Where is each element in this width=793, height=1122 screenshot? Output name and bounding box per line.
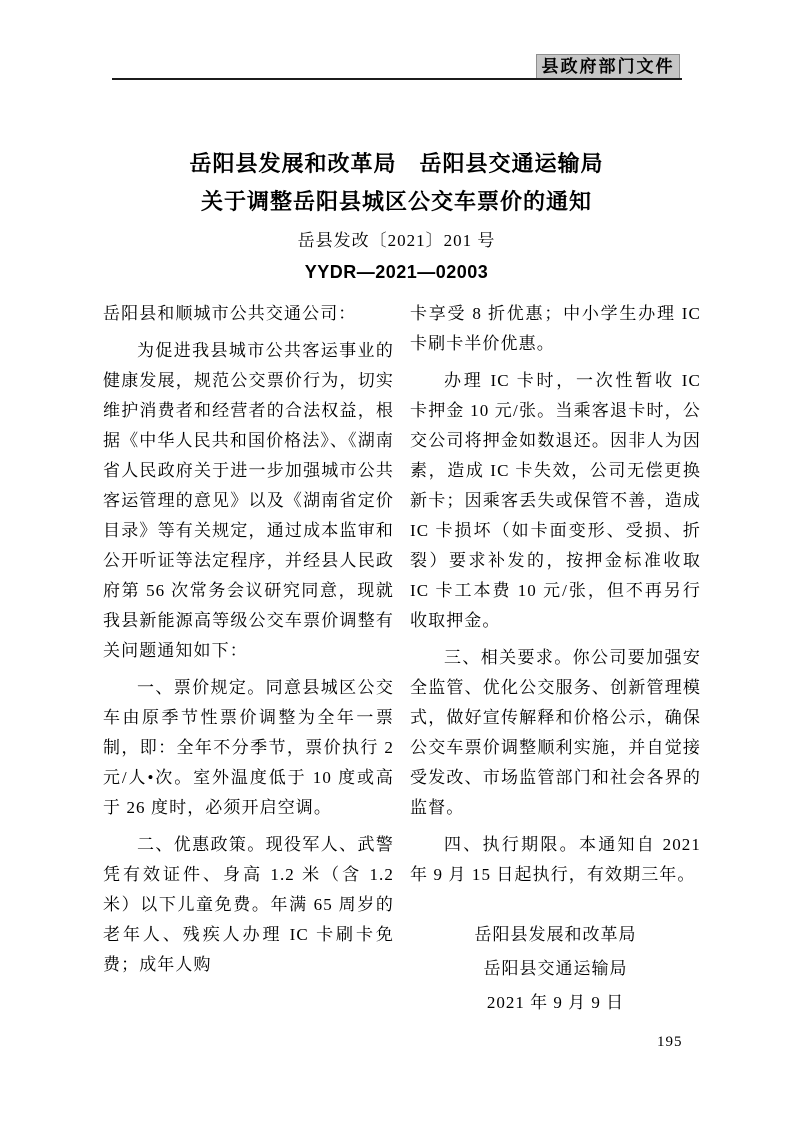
doc-title-line-2: 关于调整岳阳县城区公交车票价的通知 (200, 189, 592, 214)
paragraph-item-2-start: 二、优惠政策。现役军人、武警凭有效证件、身高 1.2 米（含 1.2 米）以下儿童免费。年满 65 周岁的老年人、残疾人办理 IC 卡刷卡免费；成年人购 (103, 835, 394, 974)
header-rule (112, 78, 682, 80)
paragraph-preamble: 为促进我县城市公共客运事业的健康发展，规范公交票价行为，切实维护消费者和经营者的合法权益，根据《中华人民共和国价格法》、《湖南省人民政府关于进一步加强城市公共客运管理的意见》以及《湖南省定价目录》等有关规定，通过成本监审和公开听证等法定程序，并经县人民政府第 56 次常务会议研究同意，现就我县新能源高等级公交车票价调整有关问题通知如下： (103, 341, 394, 660)
body-columns (103, 299, 701, 1020)
right-column (410, 299, 701, 1020)
signature-agency-2: 岳阳县交通运输局 (483, 959, 628, 978)
doc-title-line-1: 岳阳县发展和改革局 岳阳县交通运输局 (189, 151, 604, 176)
paragraph-item-2-continued: 卡享受 8 折优惠；中小学生办理 IC 卡刷卡半价优惠。 (410, 304, 701, 353)
paragraph-addressee: 岳阳县和顺城市公共交通公司： (103, 304, 357, 323)
header-category-tag: 县政府部门文件 (536, 54, 680, 79)
paragraph-item-1: 一、票价规定。同意县城区公交车由原季节性票价调整为全年一票制，即：全年不分季节，票价执行 2 元/人•次。室外温度低于 10 度或高于 26 度时，必须开启空调。 (103, 678, 394, 817)
signature-block (410, 918, 701, 1020)
doc-code: YYDR—2021—02003 (304, 262, 489, 282)
paragraph-item-4: 四、执行期限。本通知自 2021 年 9 月 15 日起执行，有效期三年。 (410, 835, 701, 884)
paragraph-ic-card: 办理 IC 卡时，一次性暂收 IC 卡押金 10 元/张。当乘客退卡时，公交公司将押金如数退还。因非人为因素，造成 IC 卡失效，公司无偿更换新卡；因乘客丢失或保管不善，造成 IC 卡损坏（如卡面变形、受损、折裂）要求补发的，按押金标准收取 IC 卡工本费 10 元/张，但不再另行收取押金。 (410, 371, 701, 630)
paragraph-item-3: 三、相关要求。你公司要加强安全监管、优化公交服务、创新管理模式，做好宣传解释和价格公示，确保公交车票价调整顺利实施，并自觉接受发改、市场监管部门和社会各界的监督。 (410, 648, 701, 817)
left-column (103, 299, 394, 1020)
doc-number: 岳县发改〔2021〕201 号 (297, 231, 496, 250)
signature-date: 2021 年 9 月 9 日 (486, 993, 625, 1012)
page-number: 195 (657, 1034, 683, 1050)
signature-agency-1: 岳阳县发展和改革局 (474, 925, 637, 944)
document-title-block (0, 148, 793, 285)
